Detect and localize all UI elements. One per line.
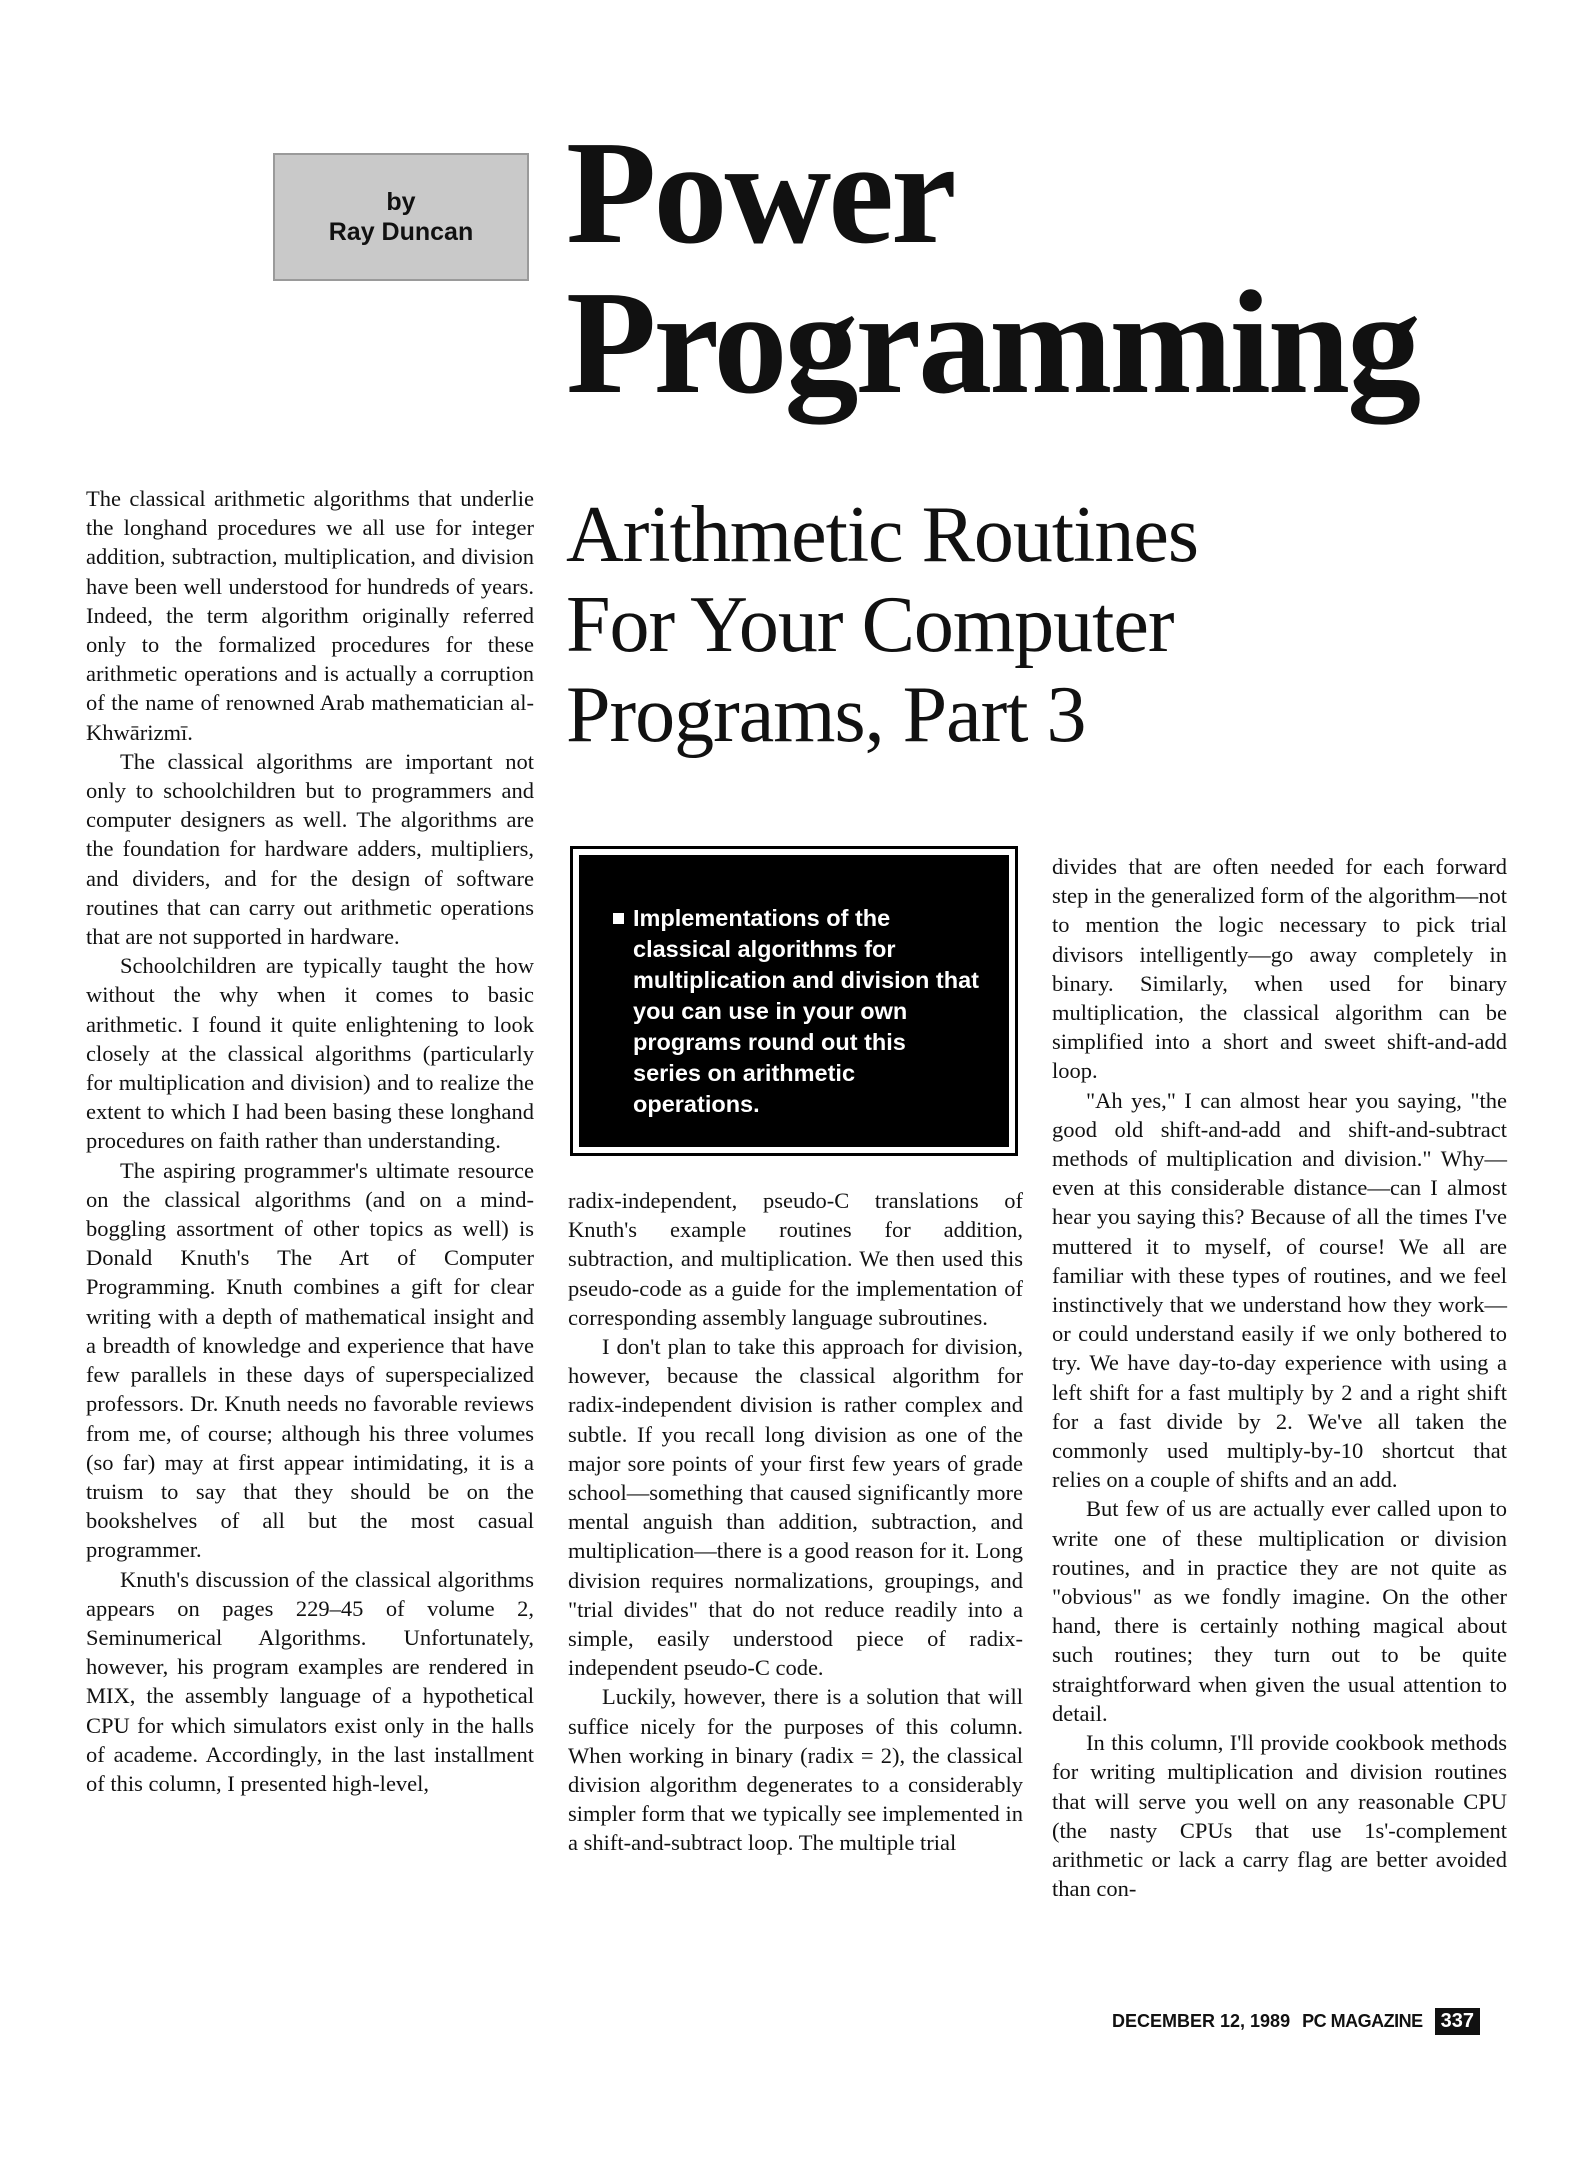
paragraph: Luckily, however, there is a solution that will suffice nicely for the purposes of this column. When working in binary (radix = 2), the classical division algorithm degenerates to a considerably simpler form that we typically see implemented in a shift-and-subtract loop. The multiple trial <box>568 1684 1023 1856</box>
paragraph: "Ah yes," I can almost hear you saying, "the good old shift-and-add and shift-and-subtract methods of multiplication and division." Why—even at this considerable distance—can I almost hear you saying this? Because of all the times I've muttered it to myself, of course! We all are familiar with these types of routines, and we feel instinctively that we understand how they work—or could understand easily if we only bothered to try. We have day-to-day experience with using a left shift for a fast multiply by 2 and a right shift for a fast divide by 2. We've all taken the commonly used multiply-by-10 shortcut that relies on a couple of shifts and an add. <box>1052 1087 1507 1493</box>
callout-text: Implementations of the classical algorithms for multiplication and division that you can use in your own programs round out this series on arithmetic operations. <box>633 905 979 1117</box>
paragraph: The classical algorithms are important not only to schoolchildren but to programmers and computer designers as well. The algorithms are the foundation for hardware adders, multipliers, and dividers, and for the design of software routines that can carry out arithmetic operations that are not supported in hardware. <box>86 748 534 950</box>
page-footer <box>1112 2006 1480 2036</box>
paragraph: The aspiring programmer's ultimate resource on the classical algorithms (and on a mind-boggling assortment of other topics as well) is Donald Knuth's The Art of Computer Programming. Knuth combines a gift for clear writing with a depth of mathematical insight and a breadth of knowledge and experience that have few parallels in these days of superspecialized professors. Dr. Knuth needs no favorable reviews from me, of course; although his three volumes (so far) may at first appear intimidating, it is a truism to say that they should be on the bookshelves of all but the most casual programmer. <box>86 1157 534 1563</box>
title-line-1: Power <box>566 111 954 275</box>
body-column-1 <box>86 484 534 1798</box>
byline-author: Ray Duncan <box>328 218 474 246</box>
body-column-2 <box>568 1186 1023 1858</box>
square-bullet-icon <box>613 913 624 924</box>
byline-box <box>273 153 529 281</box>
callout-inner <box>579 855 1009 1147</box>
paragraph: I don't plan to take this approach for division, however, because the classical algorithm for radix-independent division is rather complex and subtle. If you recall long division as one of the major sore points of your first few years of grade school—something that caused significantly more mental anguish than addition, subtraction, and multiplication—there is a good reason for it. Long division requires normalizations, groupings, and "trial divides" that do not reduce readily into a simple, easily understood piece of radix-independent pseudo-C code. <box>568 1334 1023 1681</box>
paragraph: Knuth's discussion of the classical algorithms appears on pages 229–45 of volume 2, Seminumerical Algorithms. Unfortunately, however, his program examples are rendered in MIX, the assembly language of a hypothetical CPU for which simulators exist only in the halls of academe. Accordingly, in the last installment of this column, I presented high-level, <box>86 1566 534 1796</box>
title-line-2: Programming <box>566 261 1419 425</box>
paragraph: radix-independent, pseudo-C translations of Knuth's example routines for addition, subtraction, and multiplication. We then used this pseudo-code as a guide for the implementation of corresponding assembly language subroutines. <box>568 1188 1023 1330</box>
body-column-3 <box>1052 852 1507 1903</box>
paragraph: Schoolchildren are typically taught the how without the why when it comes to basic arithmetic. I found it quite enlightening to look closely at the classical algorithms (particularly for multiplication and division) and to realize the extent to which I had been basing these longhand procedures on faith rather than understanding. <box>86 953 534 1154</box>
callout-box <box>570 846 1018 1156</box>
footer-magazine: PC MAGAZINE <box>1302 2010 1423 2031</box>
paragraph: But few of us are actually ever called upon to write one of these multiplication or division routines, and in practice they are not quite as "obvious" as we fondly imagine. On the other hand, there is certainly nothing magical about such routines; they turn out to be quite straightforward when given the usual attention to detail. <box>1052 1496 1507 1726</box>
paragraph: In this column, I'll provide cookbook methods for writing multiplication and division routines that will serve you well on any reasonable CPU (the nasty CPUs that use 1s'-complement arithmetic or lack a carry flag are better avoided than con- <box>1052 1730 1507 1902</box>
page-number: 337 <box>1435 2008 1480 2035</box>
byline-by: by <box>386 188 416 216</box>
subtitle-line-2: For Your Computer <box>566 581 1174 669</box>
footer-date: DECEMBER 12, 1989 <box>1112 2010 1291 2031</box>
article-title <box>566 111 1566 425</box>
subtitle-line-3: Programs, Part 3 <box>566 671 1086 759</box>
article-subtitle <box>566 490 1566 760</box>
paragraph: divides that are often needed for each forward step in the generalized form of the algorithm—not to mention the logic necessary to pick trial divisors intelligently—go away completely in binary. Similarly, when used for binary multiplication, the classical algorithm can be simplified into a short and sweet shift-and-add loop. <box>1052 854 1507 1084</box>
subtitle-line-1: Arithmetic Routines <box>566 491 1199 579</box>
paragraph: The classical arithmetic algorithms that underlie the longhand procedures we all use for integer addition, subtraction, multiplication, and division have been well understood for hundreds of years. Indeed, the term algorithm originally referred only to the formalized procedures for these arithmetic operations and is actually a corruption of the name of renowned Arab mathematician al-Khwārizmī. <box>86 486 534 745</box>
